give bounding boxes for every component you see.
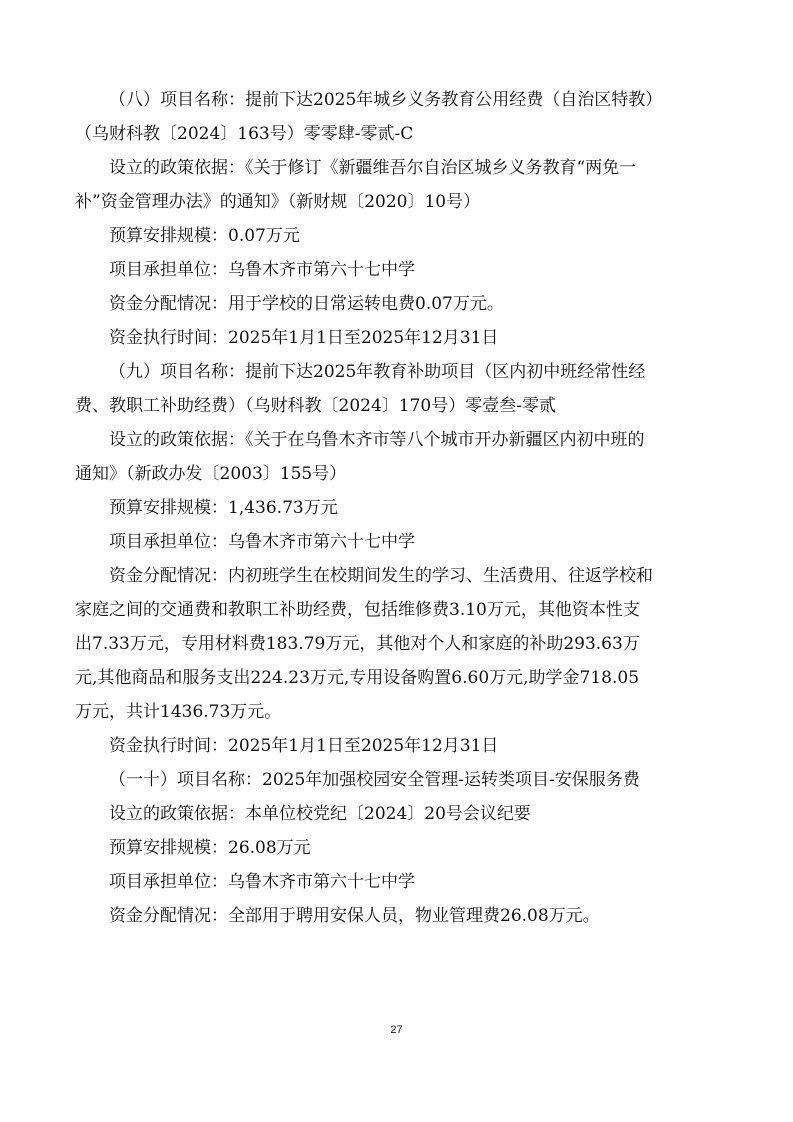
paragraph (75, 151, 715, 219)
paragraph-line: 设立的政策依据：本单位校党纪〔2024〕20号会议纪要 (109, 804, 531, 824)
paragraph-line: 家庭之间的交通费和教职工补助经费，包括维修费3.10万元，其他资本性支 (75, 600, 640, 620)
paragraph-line: 设立的政策依据：《关于修订《新疆维吾尔自治区城乡义务教育“两免一 (109, 158, 637, 178)
paragraph-line: 项目承担单位：乌鲁木齐市第六十七中学 (109, 260, 415, 280)
paragraph (75, 831, 715, 865)
paragraph-line: 费、教职工补助经费）（乌财科教〔2024〕170号）零壹叁-零贰 (75, 396, 556, 416)
paragraph-line: 设立的政策依据：《关于在乌鲁木齐市等八个城市开办新疆区内初中班的 (109, 430, 645, 450)
paragraph-line: （乌财科教〔2024〕163号）零零肆-零贰-C (75, 124, 414, 144)
paragraph (75, 763, 715, 797)
paragraph-line: 项目承担单位：乌鲁木齐市第六十七中学 (109, 532, 415, 552)
paragraph-line: （一十）项目名称：2025年加强校园安全管理-运转类项目-安保服务费 (109, 770, 640, 790)
paragraph (75, 559, 715, 729)
paragraph-line: 补”资金管理办法》的通知》（新财规〔2020〕10号） (75, 192, 481, 212)
paragraph (75, 253, 715, 287)
paragraph-line: 资金分配情况：内初班学生在校期间发生的学习、生活费用、往返学校和 (109, 566, 653, 586)
paragraph-line: 资金执行时间：2025年1月1日至2025年12月31日 (109, 328, 499, 348)
paragraph-line: 资金分配情况：全部用于聘用安保人员，物业管理费26.08万元。 (109, 906, 600, 926)
paragraph-line: 元,其他商品和服务支出224.23万元,专用设备购置6.60万元,助学金718.05 (75, 668, 640, 688)
paragraph (75, 355, 715, 423)
paragraph-line: 出7.33万元，专用材料费183.79万元，其他对个人和家庭的补助293.63万 (75, 634, 640, 654)
paragraph-line: 万元，共计1436.73万元。 (75, 702, 282, 722)
paragraph (75, 83, 715, 151)
paragraph-line: 项目承担单位：乌鲁木齐市第六十七中学 (109, 872, 415, 892)
paragraph (75, 899, 715, 933)
paragraph-line: 预算安排规模：0.07万元 (109, 226, 300, 246)
paragraph-line: 通知》（新政办发〔2003〕155号） (75, 464, 347, 484)
paragraph (75, 797, 715, 831)
paragraph-line: 资金分配情况：用于学校的日常运转电费0.07万元。 (109, 294, 504, 314)
page-number: 27 (390, 1024, 403, 1036)
paragraph-line: 预算安排规模：26.08万元 (109, 838, 311, 858)
paragraph (75, 525, 715, 559)
paragraph-line: 预算安排规模：1,436.73万元 (109, 498, 338, 518)
paragraph (75, 321, 715, 355)
paragraph (75, 729, 715, 763)
document-body (75, 83, 715, 933)
paragraph (75, 287, 715, 321)
paragraph-line: 资金执行时间：2025年1月1日至2025年12月31日 (109, 736, 499, 756)
paragraph (75, 865, 715, 899)
paragraph-line: （八）项目名称：提前下达2025年城乡义务教育公用经费（自治区特教） (109, 90, 663, 110)
paragraph (75, 423, 715, 491)
paragraph (75, 219, 715, 253)
paragraph (75, 491, 715, 525)
paragraph-line: （九）项目名称：提前下达2025年教育补助项目（区内初中班经常性经 (109, 362, 646, 382)
